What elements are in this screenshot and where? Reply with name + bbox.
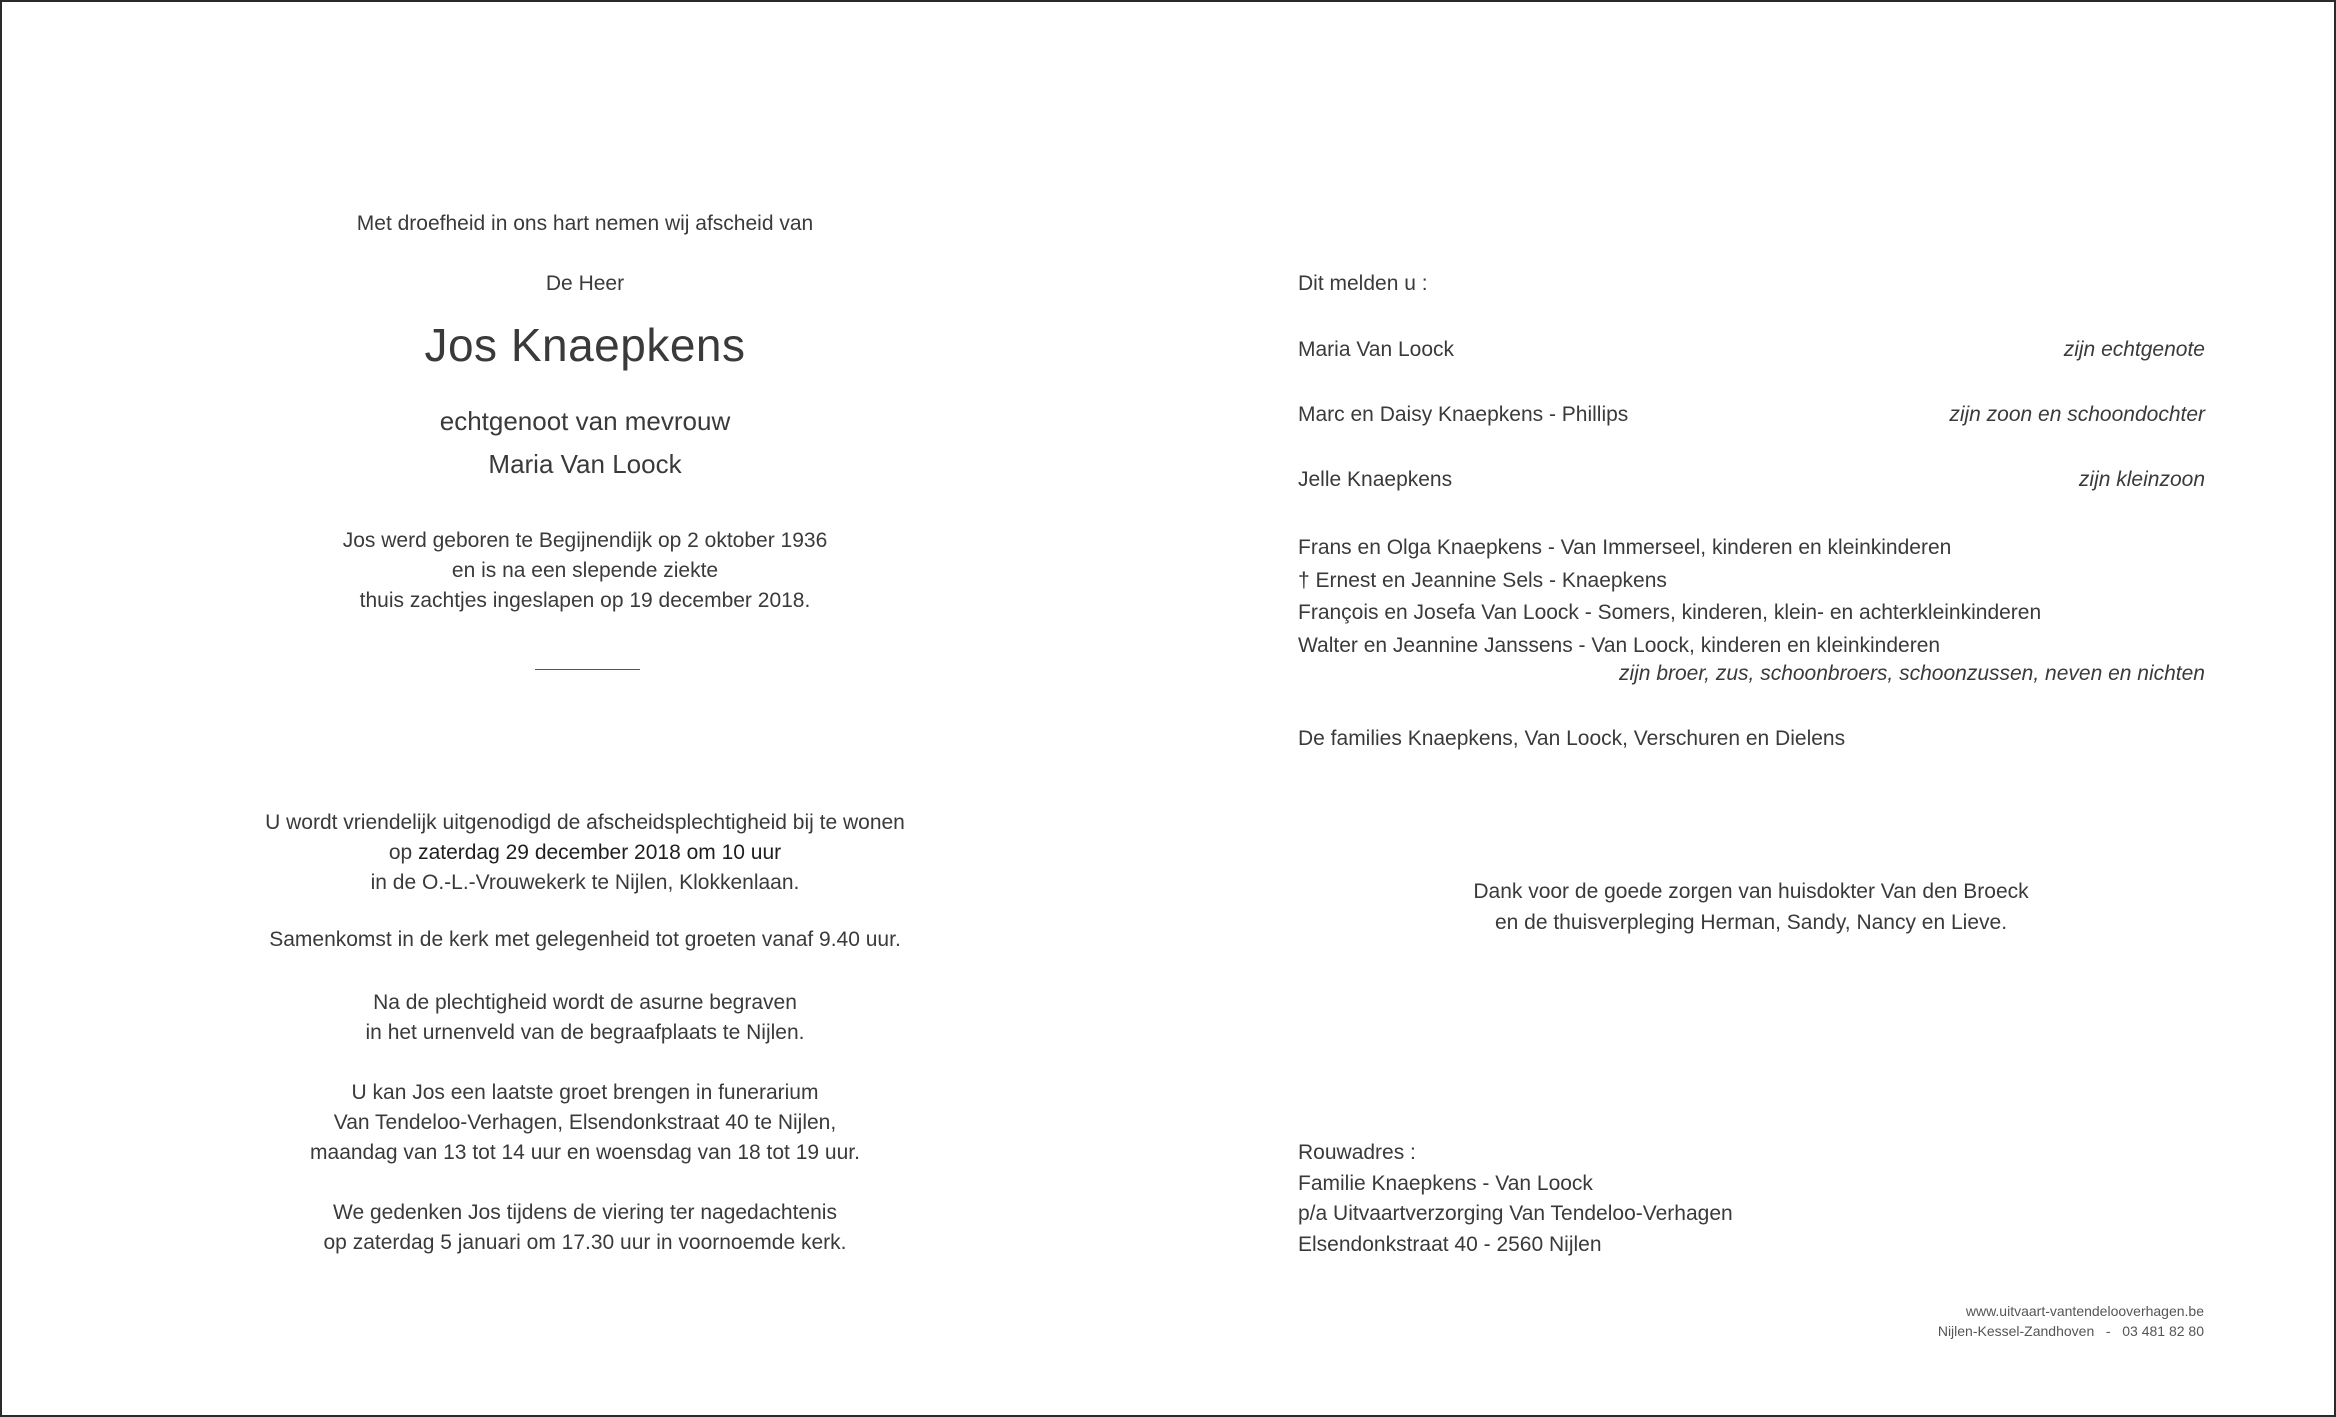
sibling-line: Frans en Olga Knaepkens - Van Immerseel, kinderen en kleinkinderen: [1298, 536, 1952, 559]
burial-text: [240, 988, 930, 1048]
bio-line: Jos werd geboren te Begijnendijk op 2 oktober 1936: [342, 529, 828, 552]
ceremony-invite: [240, 808, 930, 898]
relative-relation: zijn kleinzoon: [2078, 468, 2205, 491]
remembrance-text: [240, 1198, 930, 1258]
invite-line: in de O.-L.-Vrouwekerk te Nijlen, Klokkenlaan.: [370, 871, 800, 894]
thanks-text: [1398, 876, 2104, 938]
deceased-name: Jos Knaepkens: [424, 319, 746, 371]
visitation-text: [240, 1078, 930, 1168]
address-line: Familie Knaepkens - Van Loock: [1298, 1171, 1593, 1195]
relative-relation: zijn zoon en schoondochter: [1949, 403, 2205, 426]
footer-contact: Nijlen-Kessel-Zandhoven - 03 481 82 80: [1937, 1323, 2204, 1339]
visit-line: maandag van 13 tot 14 uur en woensdag van 18 tot 19 uur.: [310, 1141, 860, 1164]
families-text: De families Knaepkens, Van Loock, Verschuren en Dielens: [1298, 727, 1846, 750]
mourning-address: [1298, 1138, 1733, 1260]
intro-text: Met droefheid in ons hart nemen wij afscheid van: [356, 212, 814, 235]
remembrance-line: op zaterdag 5 januari om 17.30 uur in voornoemde kerk.: [323, 1231, 847, 1254]
burial-line: Na de plechtigheid wordt de asurne begraven: [373, 991, 797, 1014]
bio-line: en is na een slepende ziekte: [451, 559, 719, 582]
thanks-line: en de thuisverpleging Herman, Sandy, Nancy en Lieve.: [1494, 911, 2008, 934]
announcement-heading: Dit melden u :: [1298, 272, 1428, 295]
siblings-list: [1298, 532, 2041, 662]
remembrance-line: We gedenken Jos tijdens de viering ter nagedachtenis: [333, 1201, 837, 1224]
gathering-text: Samenkomst in de kerk met gelegenheid tot groeten vanaf 9.40 uur.: [269, 928, 901, 951]
address-label: Rouwadres :: [1298, 1141, 1416, 1164]
visit-line: U kan Jos een laatste groet brengen in funerarium: [351, 1081, 819, 1104]
bio-line: thuis zachtjes ingeslapen op 19 december 2018.: [359, 589, 811, 612]
invite-line: [240, 838, 930, 868]
sibling-line: Walter en Jeannine Janssens - Van Loock, kinderen en kleinkinderen: [1298, 633, 1941, 657]
biography: [240, 526, 930, 616]
relative-name: Marc en Daisy Knaepkens - Phillips: [1298, 403, 1629, 426]
footer-url: www.uitvaart-vantendelooverhagen.be: [1965, 1303, 2204, 1319]
burial-line: in het urnenveld van de begraafplaats te Nijlen.: [365, 1021, 805, 1044]
divider: [535, 669, 640, 670]
sibling-line: † Ernest en Jeannine Sels - Knaepkens: [1298, 568, 1667, 592]
invite-prefix: op: [388, 841, 419, 864]
spouse-name: Maria Van Loock: [488, 449, 682, 479]
relative-name: Maria Van Loock: [1298, 338, 1455, 361]
relative-name: Jelle Knaepkens: [1298, 468, 1453, 491]
salutation: De Heer: [545, 272, 625, 295]
relative-relation: zijn echtgenote: [2063, 338, 2205, 361]
address-line: Elsendonkstraat 40 - 2560 Nijlen: [1298, 1232, 1602, 1256]
address-line: p/a Uitvaartverzorging Van Tendeloo-Verhagen: [1298, 1202, 1733, 1225]
funeral-home-footer: [1938, 1301, 2204, 1341]
visit-line: Van Tendeloo-Verhagen, Elsendonkstraat 40 te Nijlen,: [333, 1111, 837, 1134]
thanks-line: Dank voor de goede zorgen van huisdokter Van den Broeck: [1473, 880, 2029, 903]
sibling-line: François en Josefa Van Loock - Somers, kinderen, klein- en achterkleinkinderen: [1298, 601, 2042, 624]
spouse-line: echtgenoot van mevrouw: [439, 406, 731, 436]
ceremony-date: zaterdag 29 december 2018 om 10 uur: [418, 841, 782, 864]
invite-line: U wordt vriendelijk uitgenodigd de afscheidsplechtigheid bij te wonen: [265, 811, 905, 834]
siblings-relation: zijn broer, zus, schoonbroers, schoonzussen, neven en nichten: [1618, 662, 2205, 685]
